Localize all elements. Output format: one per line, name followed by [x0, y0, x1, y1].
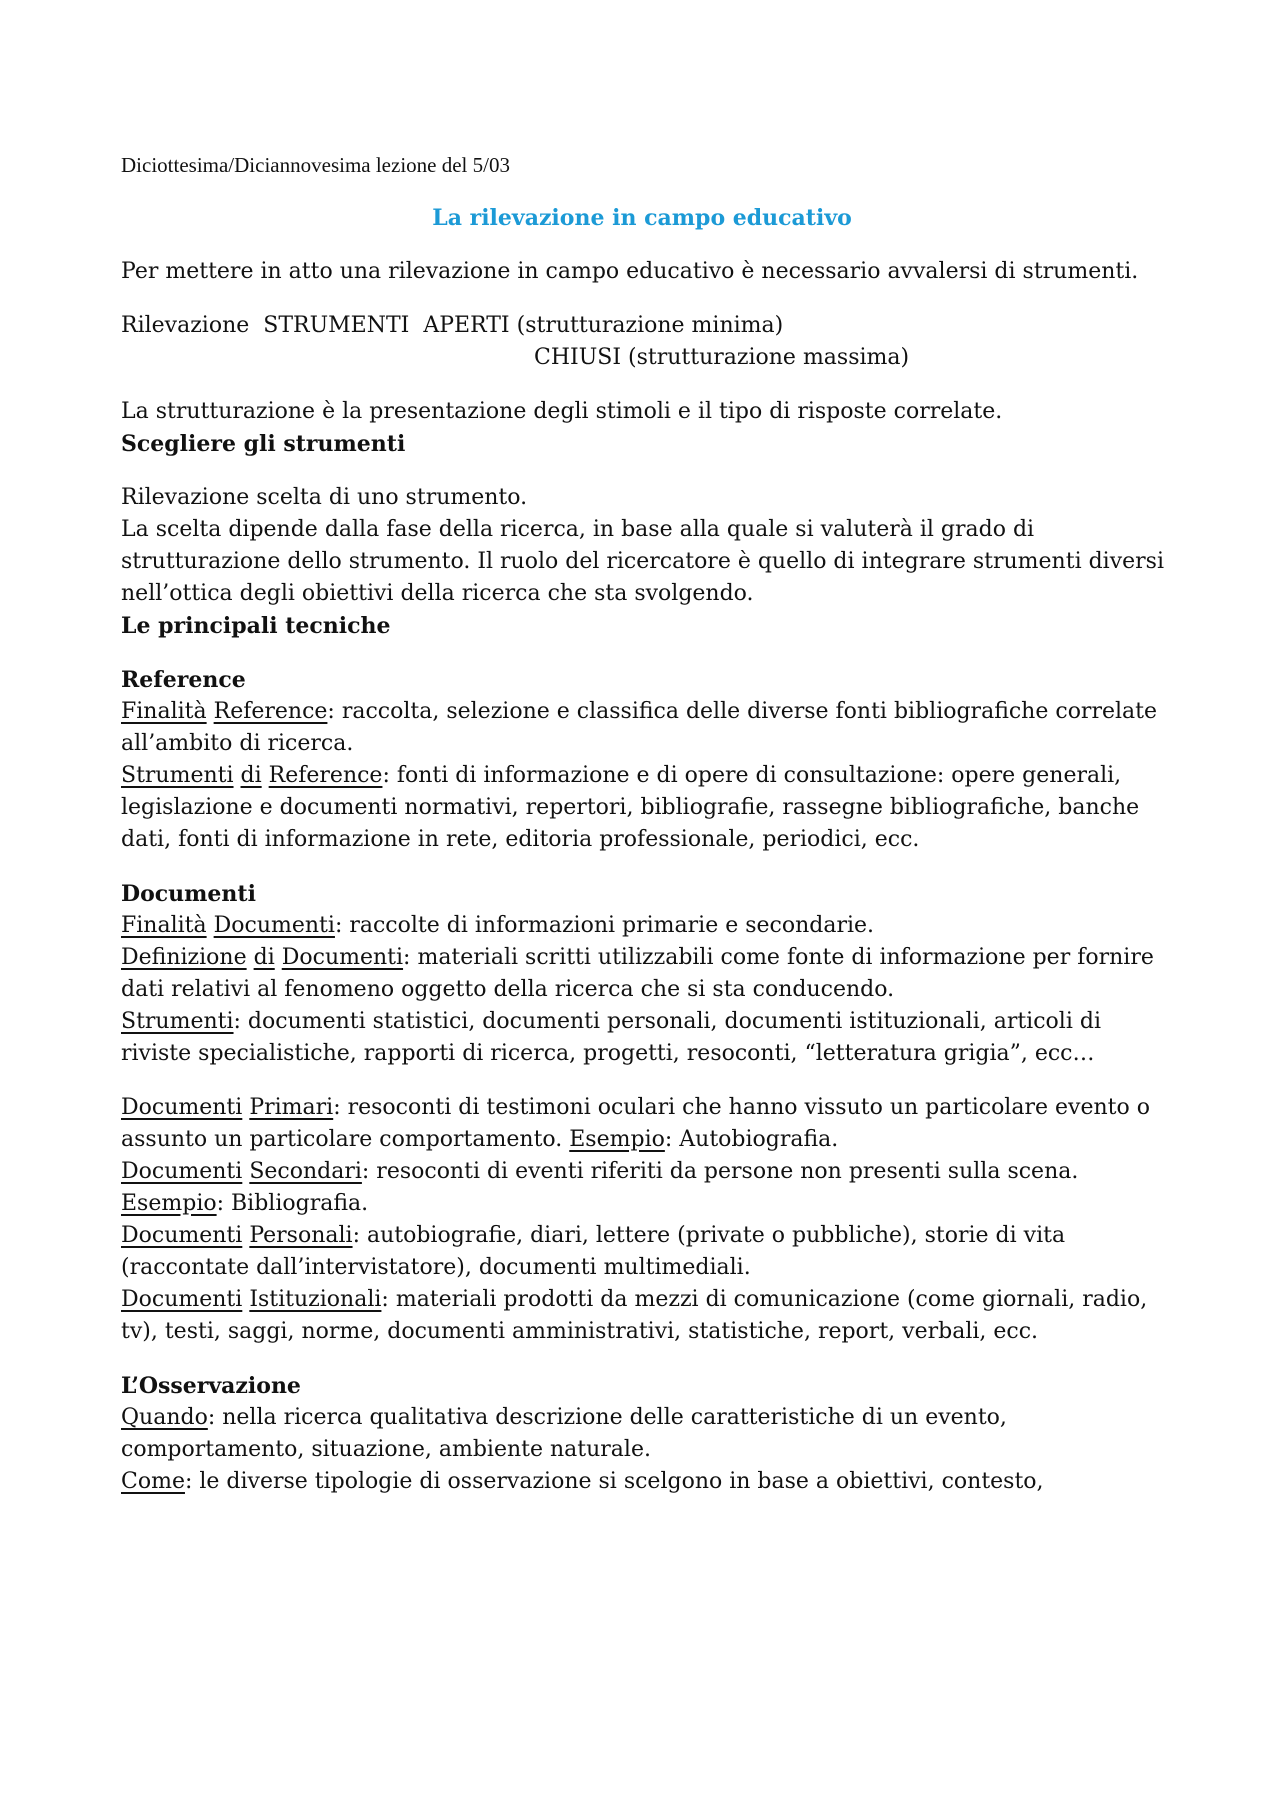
document-title: La rilevazione in campo educativo	[432, 205, 852, 231]
reference-strumenti: Strumenti di Reference: fonti di informazione e di opere di consultazione: opere generali, legislazione e documenti normativi, repertori, bibliografie, rassegne bibliografiche, banche dati, fonti di informazione in rete, editoria professionale, periodici, ecc.	[121, 763, 1140, 852]
documenti-primari: Documenti Primari: resoconti di testimoni oculari che hanno vissuto un particolare evento o assunto un particolare comportamento. Esempio: Autobiografia.	[121, 1095, 1150, 1152]
rilevazione-block	[121, 310, 1171, 374]
documenti-definizione: Definizione di Documenti: materiali scritti utilizzabili come fonte di informazione per fornire dati relativi al fenomeno oggetto della ricerca che si sta conducendo.	[121, 945, 1154, 1002]
reference-section	[121, 664, 1171, 856]
reference-heading: Reference	[121, 667, 246, 693]
intro-paragraph: Per mettere in atto una rilevazione in campo educativo è necessario avvalersi di strumenti.	[121, 259, 1139, 284]
lesson-header: Diciottesima/Diciannovesima lezione del 5/03	[121, 153, 510, 177]
documenti-secondari: Documenti Secondari: resoconti di eventi riferiti da persone non presenti sulla scena. Esempio: Bibliografia.	[121, 1159, 1079, 1216]
scegliere-line2: La scelta dipende dalla fase della ricerca, in base alla quale si valuterà il grado di strutturazione dello strumento. Il ruolo del ricercatore è quello di integrare strumenti diversi nell’ottica degli obiettivi della ricerca che sta svolgendo.	[121, 517, 1165, 606]
tecniche-heading: Le principali tecniche	[121, 613, 391, 639]
documenti-istituzionali: Documenti Istituzionali: materiali prodotti da mezzi di comunicazione (come giornali, radio, tv), testi, saggi, norme, documenti amministrativi, statistiche, report, verbali, ecc.	[121, 1287, 1148, 1344]
documenti-finalita: Finalità Documenti: raccolte di informazioni primarie e secondarie.	[121, 913, 875, 938]
scegliere-heading: Scegliere gli strumenti	[121, 431, 406, 457]
osservazione-quando: Quando: nella ricerca qualitativa descrizione delle caratteristiche di un evento, comportamento, situazione, ambiente naturale.	[121, 1405, 1007, 1462]
documenti-section	[121, 878, 1171, 1070]
scegliere-block	[121, 482, 1171, 610]
scegliere-line1: Rilevazione scelta di uno strumento.	[121, 485, 528, 510]
strutturazione-paragraph: La strutturazione è la presentazione degli stimoli e il tipo di risposte correlate.	[121, 399, 1003, 424]
osservazione-heading: L’Osservazione	[121, 1373, 301, 1399]
document-body	[121, 256, 1171, 1498]
osservazione-come: Come: le diverse tipologie di osservazione si scelgono in base a obiettivi, contesto,	[121, 1469, 1044, 1494]
aperti-text: APERTI (strutturazione minima)	[423, 313, 784, 338]
documenti-personali: Documenti Personali: autobiografie, diari, lettere (private o pubbliche), storie di vita (raccontate dall’intervistatore), documenti multimediali.	[121, 1223, 1066, 1280]
chiusi-text: CHIUSI (strutturazione massima)	[534, 345, 910, 370]
documenti-tipi	[121, 1092, 1171, 1348]
documenti-heading: Documenti	[121, 881, 256, 907]
reference-finalita: Finalità Reference: raccolta, selezione e classifica delle diverse fonti bibliografiche correlate all’ambito di ricerca.	[121, 699, 1157, 756]
rilevazione-label: Rilevazione	[121, 313, 250, 338]
osservazione-section	[121, 1370, 1171, 1498]
documenti-strumenti: Strumenti: documenti statistici, documenti personali, documenti istituzionali, articoli di riviste specialistiche, rapporti di ricerca, progetti, resoconti, “letteratura grigia”, ecc…	[121, 1009, 1101, 1066]
strumenti-label: STRUMENTI	[263, 313, 410, 338]
